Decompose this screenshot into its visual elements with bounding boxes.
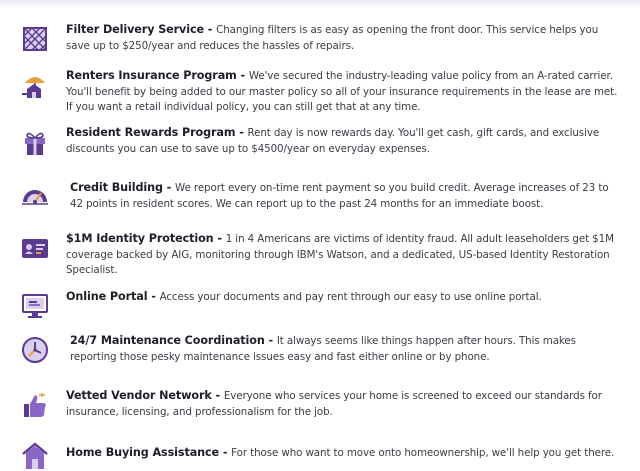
service-description: Access your documents and pay rent through our easy to use online portal. [159,291,542,303]
service-title: Filter Delivery Service [66,23,204,36]
umbrella-house-icon [20,70,50,100]
service-description: It always seems like things happen after hours. This makes reporting those pesky maintenance issues easy and fast either online or by phone. [70,335,576,363]
service-title: $1M Identity Protection [66,232,214,245]
service-title: Credit Building [70,181,163,194]
service-title: Home Buying Assistance [66,446,220,459]
service-description: Changing filters is as easy as opening the front door. This service helps you save up to $250/year and reduces the hassles of repairs. [66,24,599,52]
service-title: 24/7 Maintenance Coordination [70,334,265,347]
gift-icon [20,127,50,157]
clock-icon [20,335,50,365]
credit-gauge-icon [20,182,50,212]
computer-monitor-icon [20,291,50,321]
service-description: Everyone who services your home is screened to exceed our standards for insurance, licensing, and professionalism for the job. [66,390,602,418]
services-list: Filter Delivery Service - Changing filters is as easy as opening the front door. This service helps you save up to $250/year and reduces the hassles of repairs. Renters Insurance Program - We've secured the industry-leading value policy from an A-rated carrier. You'll benefit by being added to our master policy so all of your insurance requirements in the lease are met. If you want a retail individual policy, you can still get that at any time. Resident Rewards Program - Rent day is now rewards day. You'll get cash, gift cards, and exclusive discounts you can use to save up to $4500/year on everyday expenses. Credit Building - We report every on-time rent payment so you build credit. Average increases of 23 to 42 points in resident scores. We can report up to the past 24 months for an immediate boost. $1M Identity Protection - 1 in 4 Americans are victims of identity fraud. All adult leaseholders get $1M coverage backed by AIG, monitoring through IBM's Watson, and a dedicated, US-based Identity Restoration Specialist. Online Portal - Access your documents and pay rent through our easy to use online portal. 24/7 Maintenance Coordination - It always seems like things happen after hours. This makes reporting those pesky maintenance issues easy and fast either online or by phone. Vetted Vendor Network - Everyone who services your home is screened to exceed our standards for insurance, licensing, and professionalism for the job. Home Buying Assistance - For those who want to move onto homeownership, we'll help you get there. [0,0,640,460]
service-description: Rent day is now rewards day. You'll get cash, gift cards, and exclusive discounts you can use to save up to $4500/year on everyday expenses. [66,127,600,155]
service-description: For those who want to move onto homeownership, we'll help you get there. [231,447,615,459]
house-icon [20,441,50,471]
service-title: Renters Insurance Program [66,69,237,82]
service-description: We report every on-time rent payment so you build credit. Average increases of 23 to 42 points in resident scores. We can report up to the past 24 months for an immediate boost. [70,182,609,210]
service-description: We've secured the industry-leading value policy from an A-rated carrier. You'll benefit by being added to our master policy so all of your insurance requirements in the lease are met. If you want a retail individual policy, you can still get that at any time. [66,70,618,113]
thumbs-up-icon [20,390,50,420]
service-description: 1 in 4 Americans are victims of identity fraud. All adult leaseholders get $1M coverage backed by AIG, monitoring through IBM's Watson, and a dedicated, US-based Identity Restoration Specialist. [66,233,614,276]
service-title: Online Portal [66,290,148,303]
air-filter-icon [20,24,50,54]
id-card-icon [20,233,50,263]
service-title: Vetted Vendor Network [66,389,212,402]
service-title: Resident Rewards Program [66,126,236,139]
